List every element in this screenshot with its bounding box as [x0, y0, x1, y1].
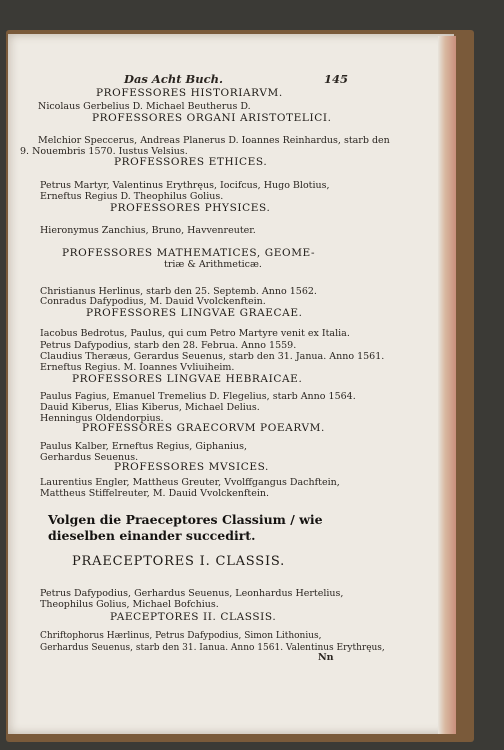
catchword: Nn — [318, 652, 334, 663]
text-line: Melchior Speccerus, Andreas Planerus D. Ioannes Reinhardus, starb den — [38, 135, 390, 146]
heading-hebraicae: PROFESSORES LINGVAE HEBRAICAE. — [72, 373, 303, 385]
heading-poearum: PROFESSORES GRAECORVM POEARVM. — [82, 422, 325, 434]
heading-historiarum: PROFESSORES HISTORIARVM. — [96, 87, 283, 99]
text-line: Petrus Dafypodius, Gerhardus Seuenus, Leonhardus Hertelius, — [40, 588, 344, 599]
heading-class-1: PRAECEPTORES I. CLASSIS. — [72, 554, 286, 569]
page-number: 145 — [324, 72, 349, 86]
text-line: Chriftophorus Hærlinus, Petrus Dafypodius, Simon Lithonius, — [40, 631, 322, 641]
heading-physices: PROFESSORES PHYSICES. — [110, 202, 271, 214]
running-head: Das Acht Buch. — [124, 72, 223, 86]
text-line: Gerhardus Seuenus, starb den 31. Ianua. Anno 1561. Valentinus Erythręus, — [40, 643, 385, 653]
text-line: Theophilus Golius, Michael Bofchius. — [40, 599, 219, 610]
heading-mathematices: PROFESSORES MATHEMATICES, GEOME- — [62, 247, 316, 259]
heading-graecae: PROFESSORES LINGVAE GRAECAE. — [86, 307, 303, 319]
text-line: Hieronymus Zanchius, Bruno, Havvenreuter. — [40, 225, 256, 236]
text-line: Claudius Theræus, Gerardus Seuenus, starb den 31. Janua. Anno 1561. — [40, 351, 385, 362]
text-line: Erneftus Regius. M. Ioannes Vvliuiheim. — [40, 362, 235, 373]
text-line: Erneftus Regius D. Theophilus Golius. — [40, 191, 224, 202]
text-line: Gerhardus Seuenus. — [40, 452, 139, 463]
text-line: Nicolaus Gerbelius D. Michael Beutherus D. — [38, 101, 251, 112]
text-line: Petrus Dafypodius, starb den 28. Februa. Anno 1559. — [40, 340, 297, 351]
text-line: Conradus Dafypodius, M. Dauid Vvolckenftein. — [40, 296, 266, 307]
text-line: Christianus Herlinus, starb den 25. Septemb. Anno 1562. — [40, 286, 317, 297]
text-line: Paulus Kalber, Erneftus Regius, Giphanius, — [40, 441, 247, 452]
text-line: Henningus Oldendorpius. — [40, 413, 164, 424]
section-title-praeceptores: Volgen die Praeceptores Classium / wie dieselben einander succedirt. — [48, 512, 323, 543]
heading-ethices: PROFESSORES ETHICES. — [114, 156, 268, 168]
text-line: Paulus Fagius, Emanuel Tremelius D. Flegelius, starb Anno 1564. — [40, 391, 356, 402]
text-line: Iacobus Bedrotus, Paulus, qui cum Petro Martyre venit ex Italia. — [40, 328, 350, 339]
heading-class-2: PAECEPTORES II. CLASSIS. — [110, 611, 277, 623]
heading-musices: PROFESSORES MVSICES. — [114, 461, 269, 473]
text-line: Mattheus Stiffelreuter, M. Dauid Vvolckenftein. — [40, 488, 270, 499]
page-edge — [438, 36, 456, 734]
text-line: Dauid Kiberus, Elias Kiberus, Michael Delius. — [40, 402, 260, 413]
text-line: triæ & Arithmeticæ. — [164, 259, 262, 270]
text-line: 9. Nouembris 1570. Iustus Velsius. — [20, 146, 188, 157]
text-line: Petrus Martyr, Valentinus Erythręus, Iocifcus, Hugo Blotius, — [40, 180, 330, 191]
text-line: Laurentius Engler, Mattheus Greuter, Vvolffgangus Dachftein, — [40, 477, 340, 488]
heading-organi: PROFESSORES ORGANI ARISTOTELICI. — [92, 112, 332, 124]
